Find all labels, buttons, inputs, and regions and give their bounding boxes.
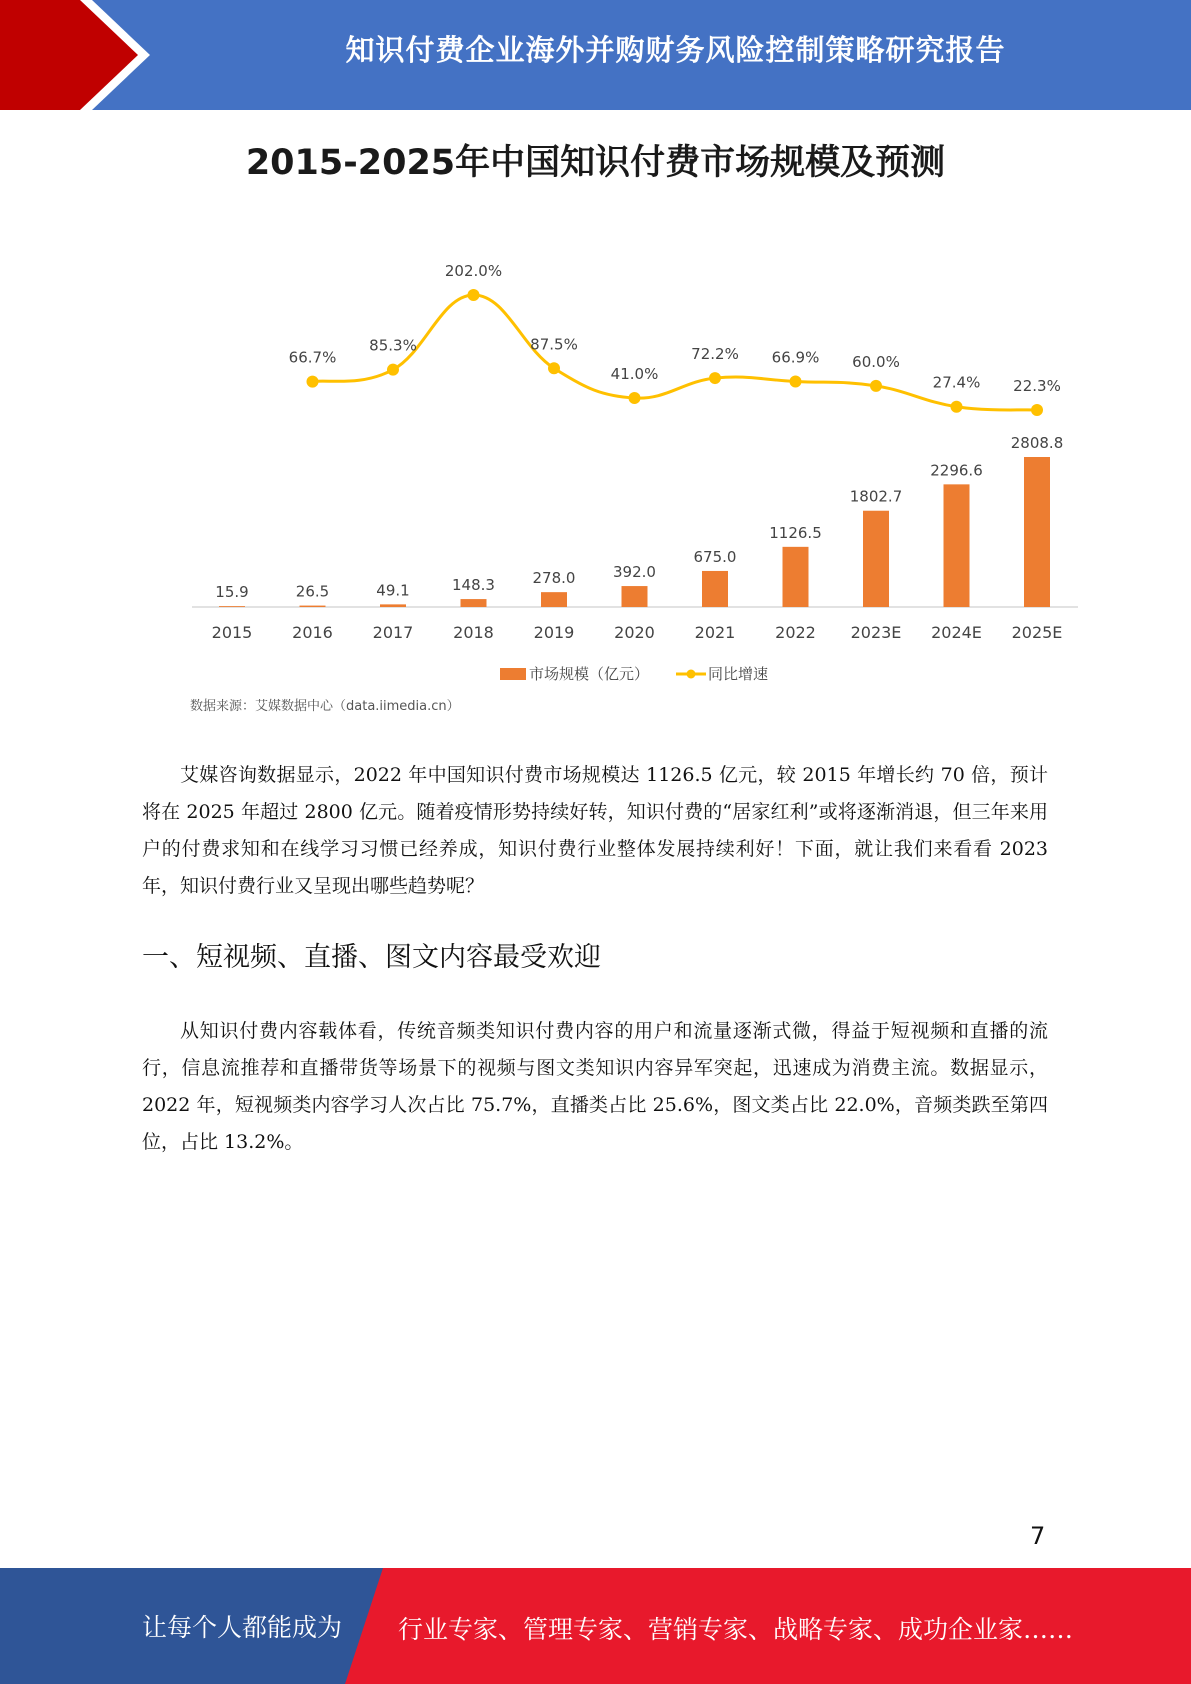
growth-point-2016 [307, 376, 319, 388]
page-header [0, 0, 1191, 110]
growth-value-label: 72.2% [691, 345, 739, 364]
page-number: 7 [1030, 1522, 1046, 1550]
bar-value-label: 1802.7 [849, 487, 903, 506]
growth-point-2022 [790, 375, 802, 387]
bar-value-label: 15.9 [215, 583, 249, 602]
legend-line-label: 同比增速 [708, 665, 769, 683]
bar-2015 [219, 606, 245, 607]
growth-point-2024E [951, 401, 963, 413]
bar-2017 [380, 604, 406, 607]
x-tick-label: 2020 [614, 623, 655, 642]
growth-value-label: 22.3% [1013, 377, 1061, 395]
x-tick-label: 2015 [211, 623, 253, 642]
bar-value-label: 278.0 [532, 569, 576, 588]
x-tick-label: 2019 [533, 623, 575, 642]
bar-value-label: 148.3 [452, 576, 495, 595]
bar-value-label: 2808.8 [1010, 434, 1064, 452]
market-size-chart [0, 240, 1191, 690]
legend-bar-swatch [500, 668, 526, 680]
bar-2016 [300, 606, 326, 607]
growth-point-2025E [1031, 404, 1043, 416]
x-tick-label: 2022 [775, 623, 816, 642]
section-heading: 一、短视频、直播、图文内容最受欢迎 [142, 942, 601, 973]
growth-point-2023E [870, 380, 882, 392]
bar-2025E [1024, 457, 1050, 607]
x-tick-label: 2023E [850, 623, 902, 642]
bar-value-label: 675.0 [693, 547, 737, 566]
chart-source: 数据来源：艾媒数据中心（data.iimedia.cn） [190, 699, 460, 714]
bar-value-label: 49.1 [376, 581, 410, 600]
growth-value-label: 41.0% [610, 365, 659, 384]
growth-rate-line [313, 295, 1038, 410]
bar-2021 [702, 571, 728, 607]
legend-line-marker [687, 670, 696, 679]
bar-2022 [783, 547, 809, 607]
growth-point-2017 [387, 364, 399, 376]
x-tick-label: 2017 [372, 623, 414, 642]
growth-value-label: 66.7% [288, 348, 337, 367]
growth-point-2018 [468, 289, 480, 301]
x-tick-label: 2016 [292, 623, 333, 642]
legend-bar-label: 市场规模（亿元） [529, 665, 650, 683]
growth-point-2020 [629, 392, 641, 404]
growth-value-label: 85.3% [369, 336, 417, 355]
growth-value-label: 66.9% [771, 348, 820, 367]
bar-2019 [541, 592, 567, 607]
x-tick-label: 2024E [931, 623, 982, 642]
page-footer [0, 1568, 1191, 1684]
x-tick-label: 2021 [694, 623, 736, 642]
x-tick-label: 2025E [1011, 623, 1063, 642]
growth-value-label: 87.5% [530, 335, 578, 354]
bar-value-label: 2296.6 [930, 461, 983, 480]
paragraph-intro: 艾媒咨询数据显示，2022 年中国知识付费市场规模达 1126.5 亿元，较 2015 年增长约 70 倍，预计将在 2025 年超过 2800 亿元。随着疫情形势持续好转，知识付费的“居家红利”或将逐渐消退，但三年来用户的付费求知和在线学习习惯已经养成，知识付费行业整体发展持续利好！下面，就让我们来看看 2023 年，知识付费行业又呈现出哪些趋势呢？ [142, 764, 1048, 897]
header-title: 知识付费企业海外并购财务风险控制策略研究报告 [345, 33, 1006, 67]
bar-2020 [622, 586, 648, 607]
bar-2018 [461, 599, 487, 607]
footer-roles: 行业专家、管理专家、营销专家、战略专家、成功企业家…… [398, 1615, 1074, 1644]
growth-point-2021 [709, 372, 721, 384]
bar-2023E [863, 511, 889, 607]
bar-value-label: 26.5 [295, 582, 330, 601]
footer-slogan: 让每个人都能成为 [142, 1613, 343, 1642]
paragraph-content-carriers: 从知识付费内容载体看，传统音频类知识付费内容的用户和流量逐渐式微，得益于短视频和直播的流行，信息流推荐和直播带货等场景下的视频与图文类知识内容异军突起，迅速成为消费主流。数据显示，2022 年，短视频类内容学习人次占比 75.7%，直播类占比 25.6%，图文类占比 22.0%，音频类跌至第四位，占比 13.2%。 [142, 1020, 1048, 1153]
growth-value-label: 27.4% [932, 373, 981, 392]
chart-title: 2015-2025年中国知识付费市场规模及预测 [245, 143, 946, 183]
growth-point-2019 [548, 362, 560, 374]
growth-value-label: 60.0% [852, 352, 900, 371]
chevron-icon [0, 0, 160, 110]
x-tick-label: 2018 [453, 623, 494, 642]
growth-value-label: 202.0% [444, 262, 503, 280]
bar-2024E [944, 484, 970, 607]
bar-value-label: 1126.5 [769, 523, 822, 542]
bar-value-label: 392.0 [613, 563, 656, 582]
